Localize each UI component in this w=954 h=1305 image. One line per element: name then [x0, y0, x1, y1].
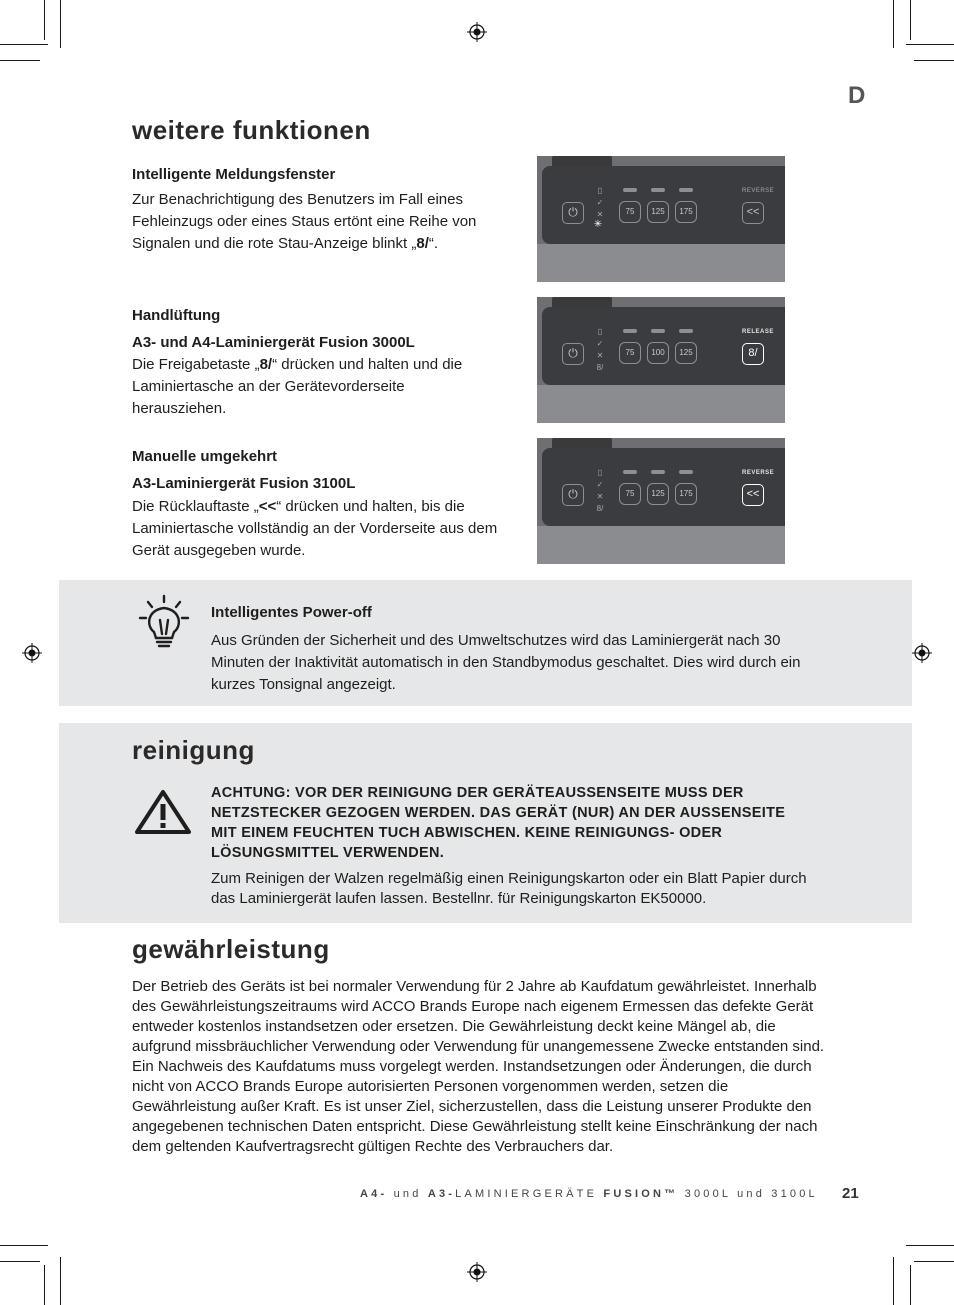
section-title-reinigung: reinigung [132, 735, 255, 765]
text-meldung: Zur Benachrichtigung des Benutzers im Fall eines Fehleinzugs oder eines Staus ertönt eine Reihe von Signalen und die rote Stau-Anzeige blinkt „8/“. [132, 191, 477, 252]
temp-button: 75 [619, 342, 641, 364]
crop-mark [906, 1245, 954, 1246]
crop-mark [0, 44, 48, 45]
gewaehrleistung-text: Der Betrieb des Geräts ist bei normaler Verwendung für 2 Jahre ab Kaufdatum gewährleistet. Innerhalb des Gewährleistungszeitraums wird ACCO Brands Europe nach eigenem Ermessen das defekte Gerät entweder kostenlos instandsetzen oder ersetzen. Die Gewährleistung deckt keine Mängel ab, die aufgrund missbräuchlicher Verwendung oder Verwendung für unangemessene Zwecke entstanden sind. Ein Nachweis des Kaufdatums muss vorgelegt werden. Instandsetzungen oder Änderungen, die durch nicht von ACCO Brands Europe autorisierten Personen vorgenommen werden, setzen die Gewährleistung außer Kraft. Es ist unser Ziel, sicherzustellen, dass die Leistung unserer Produkte den angegebenen technischen Daten entspricht. Diese Gewährleistung stellt keine Einschränkung der nach dem geltenden Kaufvertragsrecht gültigen Rechte des Verbrauchers dar. [132, 978, 825, 1155]
registration-mark-icon [467, 1262, 487, 1282]
power-off-text: Aus Gründen der Sicherheit und des Umweltschutzes wird das Laminiergerät nach 30 Minuten der Inaktivität automatisch in den Standbymodus geschaltet. Dies wird durch ein kurzes Tonsignal angezeigt. [211, 632, 801, 693]
control-panel-image [537, 156, 785, 282]
temp-button: 125 [675, 342, 697, 364]
registration-mark-icon [22, 643, 42, 663]
check-icon: ✓ [596, 339, 604, 348]
panel-label: REVERSE [742, 188, 775, 194]
text-handlueftung: Die Freigabetaste „8/“ drücken und halten und die Laminiertasche an der Gerätevorderseite herausziehen. [132, 356, 463, 417]
cross-icon: ✕ [596, 492, 604, 501]
temp-button: 125 [647, 201, 669, 223]
reverse-button: << [742, 202, 764, 224]
pouch-icon: ▯ [597, 468, 603, 477]
jam-icon: 8/ [596, 504, 604, 513]
temp-button: 100 [647, 342, 669, 364]
crop-mark [910, 1265, 911, 1305]
crop-mark [44, 0, 45, 40]
power-icon: ⏻ [562, 202, 584, 224]
check-icon: ✓ [596, 480, 604, 489]
language-tag: D [848, 82, 866, 109]
temp-button: 175 [675, 201, 697, 223]
check-icon: ✓ [596, 198, 604, 207]
cross-icon: ✕ [596, 351, 604, 360]
release-button: 8/ [742, 343, 764, 365]
control-panel-image [537, 438, 785, 564]
cross-icon: ✕ [596, 210, 604, 219]
power-icon: ⏻ [562, 343, 584, 365]
power-off-heading: Intelligentes Power-off [211, 604, 372, 621]
heading-meldung: Intelligente Meldungsfenster [132, 166, 336, 183]
crop-mark [893, 0, 894, 48]
warning-text: ACHTUNG: VOR DER REINIGUNG DER GERÄTEAUSSENSEITE MUSS DER NETZSTECKER GEZOGEN WERDEN. DAS GERÄT (NUR) AN DER AUSSENSEITE MIT EINEM FEUCHTEN TUCH ABWISCHEN. KEINE REINIGUNGS- ODER LÖSUNGSMITTEL VERWENDEN. [211, 785, 786, 861]
crop-mark [0, 60, 40, 61]
temp-button: 75 [619, 201, 641, 223]
power-icon: ⏻ [562, 484, 584, 506]
crop-mark [910, 0, 911, 40]
page-number: 21 [842, 1185, 859, 1202]
reverse-button: << [742, 484, 764, 506]
temp-button: 125 [647, 483, 669, 505]
control-panel-image [537, 297, 785, 423]
release-icon: 8/ [259, 356, 273, 373]
jam-blink-icon: ✳ [593, 219, 603, 230]
panel-label: RELEASE [742, 329, 774, 335]
subheading-handlueftung: A3- und A4-Laminiergerät Fusion 3000L [132, 334, 415, 351]
section-title-weitere: weitere funktionen [132, 115, 371, 145]
crop-mark [44, 1265, 45, 1305]
pouch-icon: ▯ [597, 327, 603, 336]
crop-mark [914, 60, 954, 61]
footer-text: A4- und A3-LAMINIERGERÄTE FUSION™ 3000L und 3100L [360, 1188, 818, 1200]
crop-mark [914, 1261, 954, 1262]
heading-handlueftung: Handlüftung [132, 307, 221, 324]
reverse-icon: << [258, 498, 277, 515]
heading-manuell: Manuelle umgekehrt [132, 448, 278, 465]
temp-button: 175 [675, 483, 697, 505]
registration-mark-icon [467, 22, 487, 42]
pouch-icon: ▯ [597, 186, 603, 195]
reinigung-box [59, 723, 912, 923]
lightbulb-icon [138, 594, 190, 652]
section-title-gewaehrleistung: gewährleistung [132, 934, 330, 964]
crop-mark [893, 1257, 894, 1305]
subheading-manuell: A3-Laminiergerät Fusion 3100L [132, 475, 356, 492]
crop-mark [906, 44, 954, 45]
panel-label: REVERSE [742, 470, 775, 476]
crop-mark [60, 0, 61, 48]
registration-mark-icon [912, 643, 932, 663]
warning-icon [134, 789, 192, 835]
crop-mark [0, 1245, 48, 1246]
crop-mark [60, 1257, 61, 1305]
power-off-box [59, 580, 912, 706]
text-manuell: Die Rücklauftaste „<<“ drücken und halten, bis die Laminiertasche vollständig an der Vorderseite aus dem Gerät ausgegeben wurde. [132, 498, 498, 559]
reinigung-text: Zum Reinigen der Walzen regelmäßig einen Reinigungskarton oder ein Blatt Papier durch das Laminiergerät laufen lassen. Bestellnr. für Reinigungskarton EK50000. [211, 870, 807, 907]
jam-icon: 8/ [596, 363, 604, 372]
temp-button: 75 [619, 483, 641, 505]
crop-mark [0, 1261, 40, 1262]
jam-icon: 8/ [416, 235, 429, 252]
